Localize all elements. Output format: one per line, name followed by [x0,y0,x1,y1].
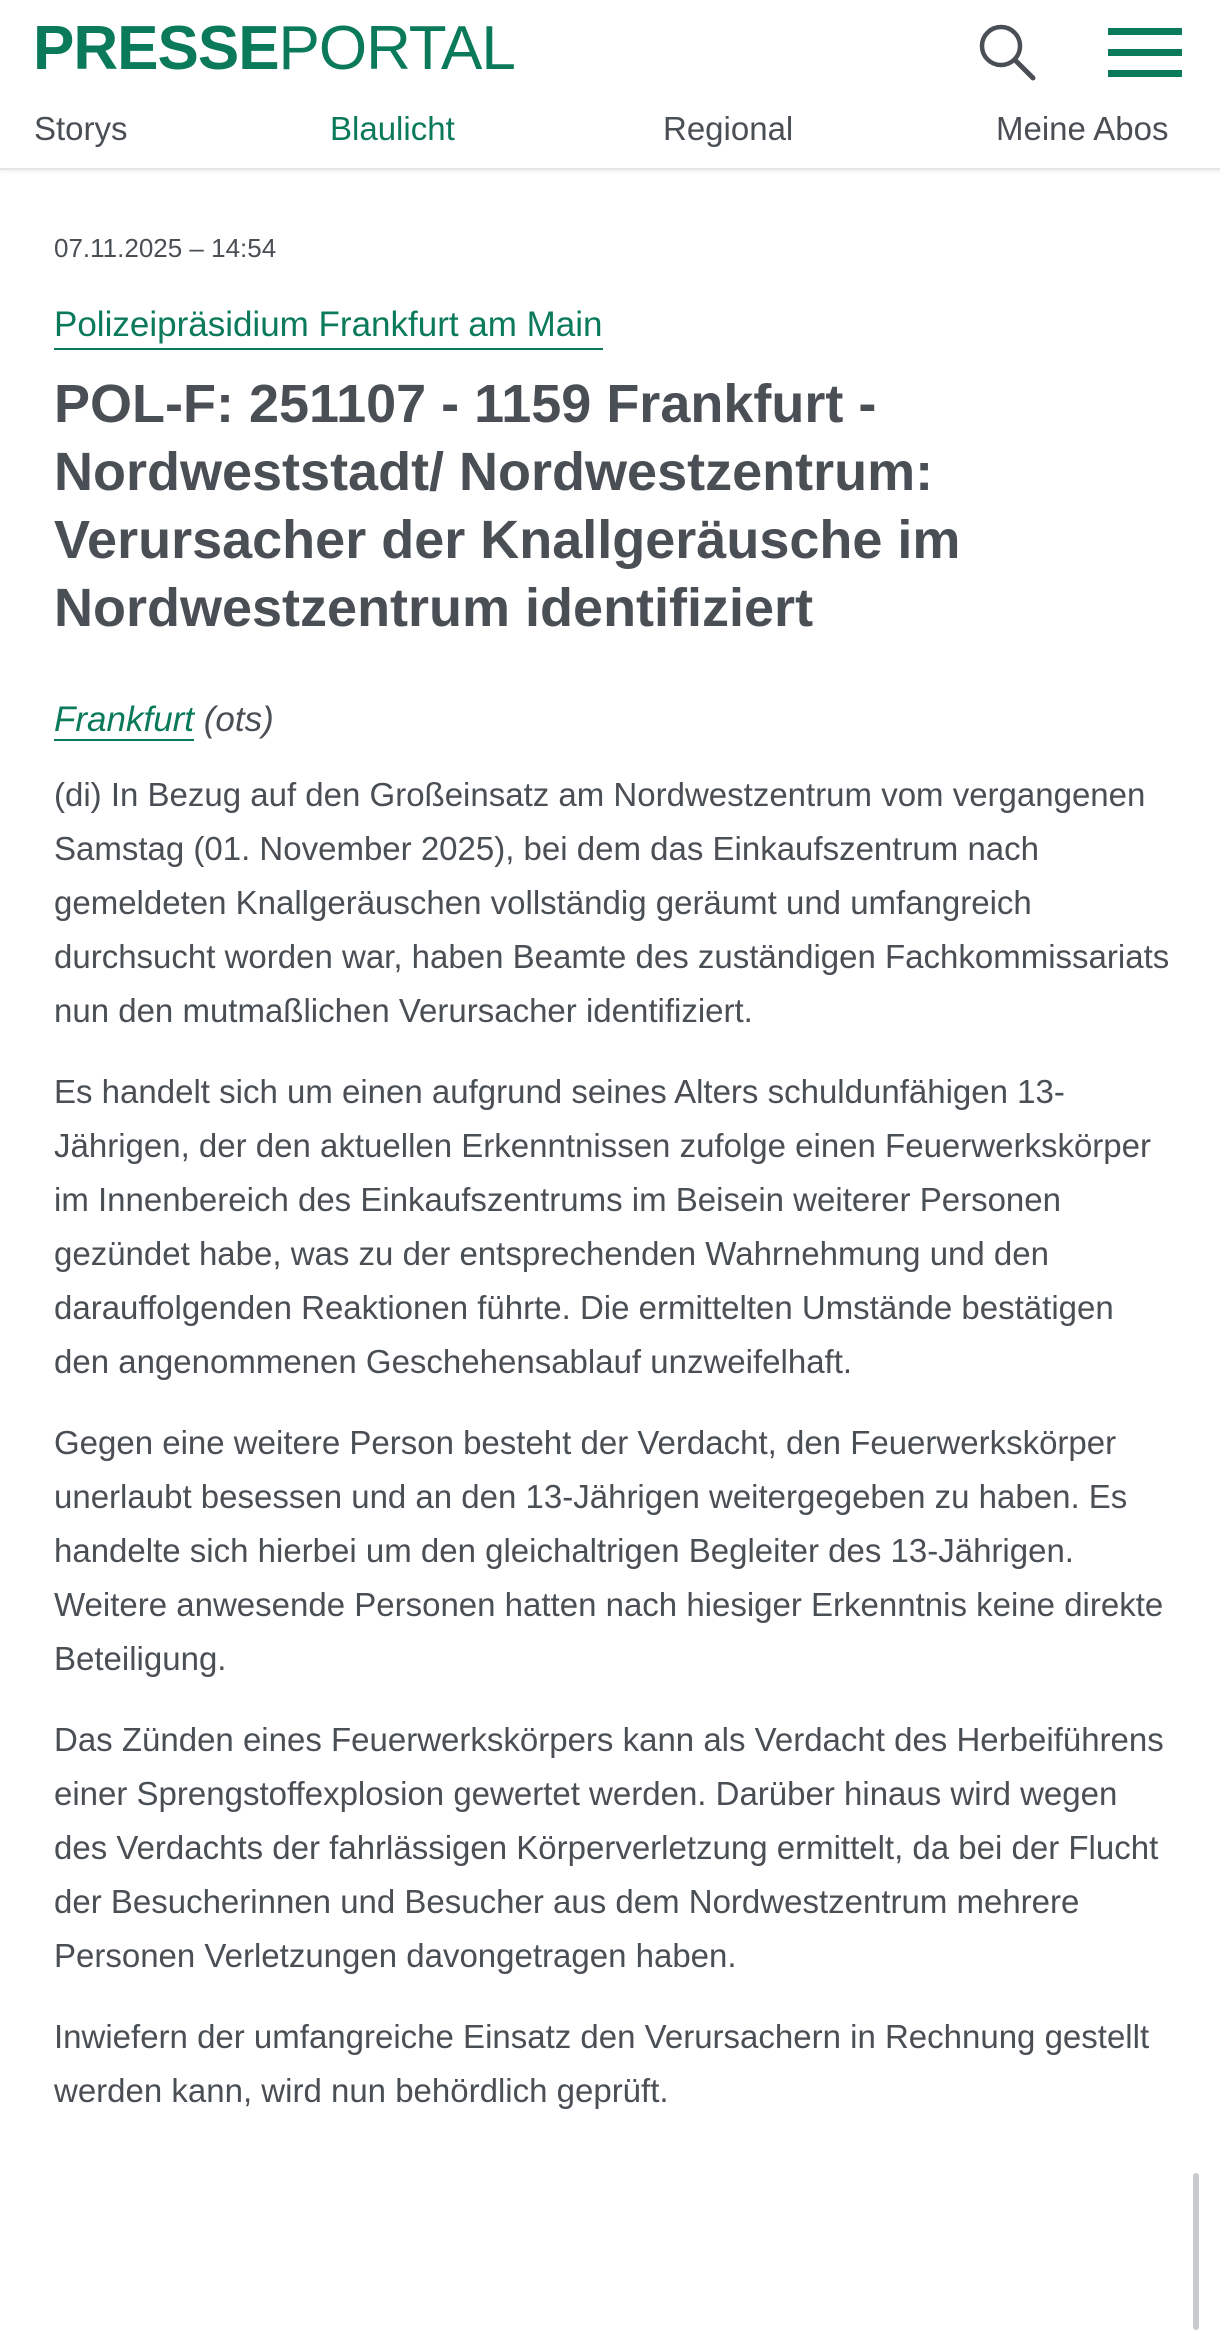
hamburger-menu-icon [1108,49,1182,56]
hamburger-menu-icon [1108,70,1182,77]
article-paragraph: (di) In Bezug auf den Großeinsatz am Nordwestzentrum vom vergangenen Samstag (01. November 2025), bei dem das Einkaufszentrum nach gemeldeten Knallgeräuschen vollständig geräumt und umfangreich durchsucht worden war, haben Beamte des zuständigen Fachkommissariats nun den mutmaßlichen Verursacher identifiziert. [54,776,1170,1029]
menu-button[interactable] [1104,24,1184,84]
article-title: POL-F: 251107 - 1159 Frankfurt - Nordweststadt/ Nordwestzentrum: Verursacher der Knallgeräusche im Nordwestzentrum identifiziert [54,374,961,638]
article-paragraph: Das Zünden eines Feuerwerkskörpers kann als Verdacht des Herbeiführens einer Sprengstoffexplosion gewertet werden. Darüber hinaus wird wegen des Verdachts der fahrlässigen Körperverletzung ermittelt, da bei der Flucht der Besucherinnen und Besucher aus dem Nordwestzentrum mehrere Personen Verletzungen davongetragen haben. [54,1721,1164,1974]
hamburger-menu-icon [1108,28,1182,35]
logo-light-text: PORTAL [278,14,515,83]
dateline-source: (ots) [203,700,274,739]
search-button[interactable] [977,22,1039,84]
site-header [0,0,1220,170]
nav-item-blaulicht[interactable]: Blaulicht [330,110,455,147]
presseportal-logo[interactable] [33,14,515,84]
publisher-link[interactable]: Polizeipräsidium Frankfurt am Main [54,302,603,350]
logo-bold-text: PRESSE [33,14,279,83]
article-paragraph: Es handelt sich um einen aufgrund seines Alters schuldunfähigen 13-Jährigen, der den aktuellen Erkenntnissen zufolge einen Feuerwerkskörper im Innenbereich des Einkaufszentrums im Beisein weiterer Personen gezündet habe, was zu der entsprechenden Wahrnehmung und den darauffolgenden Reaktionen führte. Die ermittelten Umstände bestätigen den angenommenen Geschehensablauf unzweifelhaft. [54,1073,1151,1380]
article-date: 07.11.2025 – 14:54 [54,233,277,263]
nav-item-meine-abos[interactable]: Meine Abos [996,110,1169,147]
dateline-city-link[interactable]: Frankfurt [54,700,195,739]
article [54,220,1174,2118]
main-nav [0,104,1220,154]
dateline [54,694,1174,746]
scrollbar-thumb[interactable] [1193,2173,1199,2330]
search-icon [977,22,1039,84]
article-paragraph: Inwiefern der umfangreiche Einsatz den Verursachern in Rechnung gestellt werden kann, wird nun behördlich geprüft. [54,2018,1150,2109]
article-paragraph: Gegen eine weitere Person besteht der Verdacht, den Feuerwerkskörper unerlaubt besessen und an den 13-Jährigen weitergegeben zu haben. Es handelte sich hierbei um den gleichaltrigen Begleiter des 13-Jährigen. Weitere anwesende Personen hatten nach hiesiger Erkenntnis keine direkte Beteiligung. [54,1424,1164,1677]
nav-item-regional[interactable]: Regional [663,110,794,147]
nav-item-storys[interactable]: Storys [34,110,128,147]
